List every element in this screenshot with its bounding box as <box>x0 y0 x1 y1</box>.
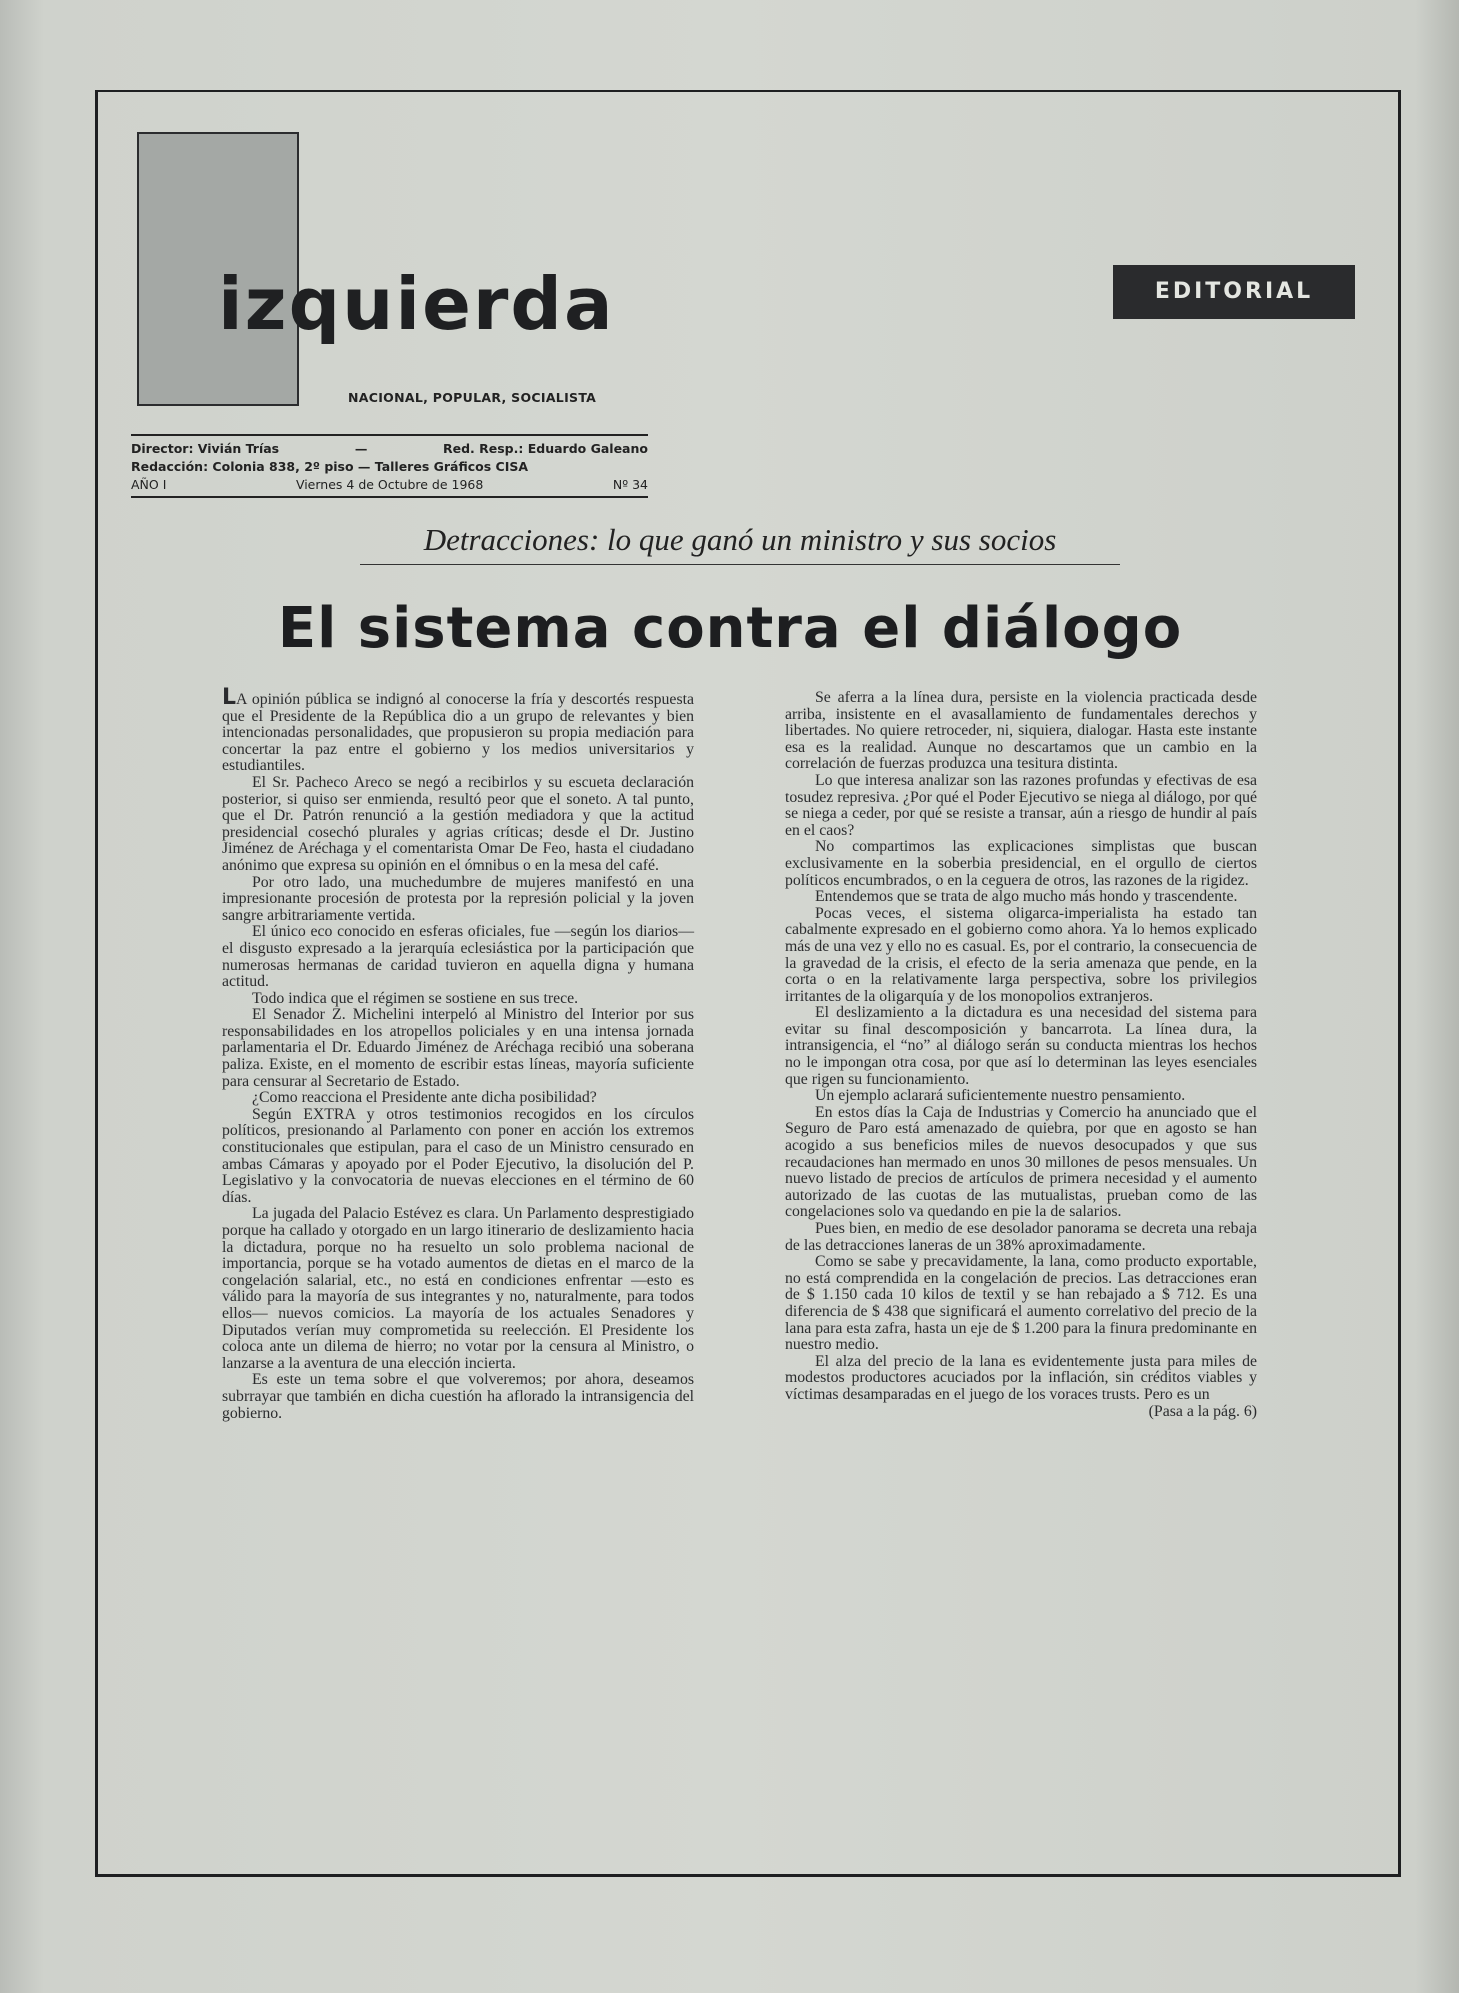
article-paragraph: La jugada del Palacio Estévez es clara. Un Parlamento desprestigiado porque ha callado y otorgado en un largo itinerario de deslizamiento hacia la dictadura, porque no ha resuelto un solo problema nacional de importancia, porque se ha votado aumentos de dietas en el marco de la congelación salarial, etc., no está en condiciones enfrentar —esto es válido para la mayoría de sus integrantes y no, naturalmente, para todos ellos— nuevos comicios. La mayoría de los actuales Senadores y Diputados verían muy comprometida su reelección. El Presidente los coloca ante un dilema de hierro; no votar por la censura al Ministro, o lanzarse a la aventura de una elección incierta. <box>222 1205 694 1372</box>
article-paragraph: Pocas veces, el sistema oligarca-imperialista ha estado tan cabalmente expresado en el gobierno como ahora. Ya lo hemos explicado más de una vez y ello no es casual. Es, por el contrario, la consecuencia de la gravedad de la crisis, el efecto de la seria amenaza que pende, en la corta o en la relativamente larga perspectiva, sobre los privilegios irritantes de la oligarquía y de los monopolios extranjeros. <box>785 904 1257 1005</box>
paragraph-text: A opinión pública se indignó al conocerse la fría y descortés respuesta que el Presidente de la República dio a un grupo de relevantes y bien intencionadas personalidades, que propusieron su propia mediación para concertar la paz entre el gobierno y los medios universitarios y estudiantiles. <box>222 691 694 775</box>
masthead-tagline: NACIONAL, POPULAR, SOCIALISTA <box>348 390 597 405</box>
staff-line-2 <box>131 458 648 476</box>
article-paragraph: Pues bien, en medio de ese desolador panorama se decreta una rebaja de las detracciones laneras de un 38% aproximadamente. <box>785 1220 1257 1254</box>
article-paragraph: El deslizamiento a la dictadura es una necesidad del sistema para evitar su final descomposición y bancarrota. La línea dura, la intransigencia, el “no” al diálogo serán su conducta mientras los hechos no le impongan otra cosa, por que así lo determinan las leyes esenciales que rigen su funcionamiento. <box>785 1004 1257 1088</box>
article-paragraph: Se aferra a la línea dura, persiste en la violencia practicada desde arriba, insistente en el avasallamiento de fundamentales derechos y libertades. No quiere retroceder, ni, siquiera, dialogar. Hasta este instante esa es la realidad. Aunque no descartamos que un cambio en la correlación de fuerzas produzca una tesitura distinta. <box>785 689 1257 773</box>
editorial-office: Redacción: Colonia 838, 2º piso — Talleres Gráficos CISA <box>131 459 529 474</box>
article-paragraph: El único eco conocido en esferas oficiales, fue —según los diarios— el disgusto expresado a la jerarquía eclesiástica por la participación que numerosas hermanas de caridad tuvieron en aquella digna y humana actitud. <box>222 923 694 991</box>
article-paragraph: Un ejemplo aclarará suficientemente nuestro pensamiento. <box>815 1087 1186 1105</box>
article-paragraph: El Senador Z. Michelini interpeló al Ministro del Interior por sus responsabilidades en los atropellos policiales y en una intensa jornada parlamentaria el Dr. Eduardo Jiménez de Aréchaga recibió una soberana paliza. Existe, en el momento de escribir estas líneas, mayoría suficiente para censurar al Secretario de Estado. <box>222 1006 694 1090</box>
article-paragraph: Por otro lado, una muchedumbre de mujeres manifestó en una impresionante procesión de protesta por la represión policial y la joven sangre arbitrariamente vertida. <box>222 873 694 924</box>
drop-cap: L <box>222 685 237 710</box>
article-paragraph: No compartimos las explicaciones simplistas que buscan exclusivamente en la soberbia presidencial, en el orgullo de ciertos políticos encumbrados, o en la ceguera de otros, las razones de la rigidez. <box>785 838 1257 889</box>
issue-year: AÑO I <box>131 477 167 492</box>
article-paragraph <box>222 685 694 775</box>
article-paragraph: El Sr. Pacheco Areco se negó a recibirlos y su escueta declaración posterior, si quiso ser enmienda, resultó peor que el soneto. A tal punto, que el Dr. Patrón renunció a la gestión mediadora y que la actitud presidencial cosechó plurales y agrias críticas; desde el Dr. Justino Jiménez de Aréchaga y el comentarista Omar De Feo, hasta el ciudadano anónimo que expresa su opinión en el ómnibus o en la mesa del café. <box>222 773 694 874</box>
section-badge: EDITORIAL <box>1113 265 1355 319</box>
responsible-editor: Red. Resp.: Eduardo Galeano <box>442 441 648 456</box>
article-paragraph: Todo indica que el régimen se sostiene en sus trece. <box>252 989 579 1007</box>
issue-date: Viernes 4 de Octubre de 1968 <box>295 477 484 492</box>
article-paragraph: Lo que interesa analizar son las razones profundas y efectivas de esa tosudez represiva. ¿Por qué el Poder Ejecutivo se niega al diálogo, por qué se niega a ceder, por qué se resiste a transar, aún a riesgo de hundir al país en el caos? <box>785 771 1258 839</box>
issue-number: Nº 34 <box>612 477 648 492</box>
article-paragraph: Según EXTRA y otros testimonios recogidos en los círculos políticos, presionando al Parlamento con poner en acción los extremos constitucionales que estipulan, para el caso de un Ministro censurado en ambas Cámaras y apoyado por el Poder Ejecutivo, la disolución del P. Legislativo y la convocatoria de nuevas elecciones en el término de 60 días. <box>222 1105 694 1206</box>
staff-box <box>131 434 648 498</box>
article-paragraph: El alza del precio de la lana es evidentemente justa para miles de modestos productores acuciados por la inflación, sin créditos viables y víctimas desamparadas en el juego de los voraces trusts. Pero es un <box>785 1352 1257 1403</box>
article-headline: El sistema contra el diálogo <box>277 596 1183 661</box>
director: Director: Vivián Trías <box>131 441 280 456</box>
staff-line-3 <box>131 476 648 494</box>
staff-separator: — <box>354 441 368 456</box>
article-paragraph: Entendemos que se trata de algo mucho más hondo y trascendente. <box>815 888 1238 906</box>
article-paragraph: Como se sabe y precavidamente, la lana, como producto exportable, no está comprendida en la congelación de precios. Las detracciones eran de $ 1.150 cada 10 kilos de textil y se han rebajado a $ 712. Es una diferencia de $ 438 que significará el aumento correlativo del precio de la lana para esta zafra, hasta un eje de $ 1.200 para la finura predominante en nuestro medio. <box>785 1253 1257 1354</box>
article-column-left <box>222 685 694 1422</box>
staff-line-1 <box>131 440 648 458</box>
article-paragraph: En estos días la Caja de Industrias y Comercio ha anunciado que el Seguro de Paro está amenazado de quiebra, por que en agosto se han acogido a sus beneficios miles de nuevos desocupados y que sus recaudaciones han mermado en unos 30 millones de pesos mensuales. Un nuevo listado de precios de artículos de primera necesidad y el aumento autorizado de las cuotas de las mutualistas, prueban como de las congelaciones solo va quedando en pie la de salarios. <box>785 1103 1257 1221</box>
continued-note: (Pasa a la pág. 6) <box>1148 1402 1257 1420</box>
article-column-right <box>785 690 1257 1420</box>
article-paragraph: Es este un tema sobre el que volveremos; por ahora, deseamos subrrayar que también en dicha cuestión ha aflorado la intransigencia del gobierno. <box>222 1371 694 1422</box>
article-paragraph: ¿Como reacciona el Presidente ante dicha posibilidad? <box>252 1089 597 1107</box>
masthead-title: izquierda <box>218 262 615 346</box>
article-kicker: Detracciones: lo que ganó un ministro y sus socios <box>360 522 1120 565</box>
